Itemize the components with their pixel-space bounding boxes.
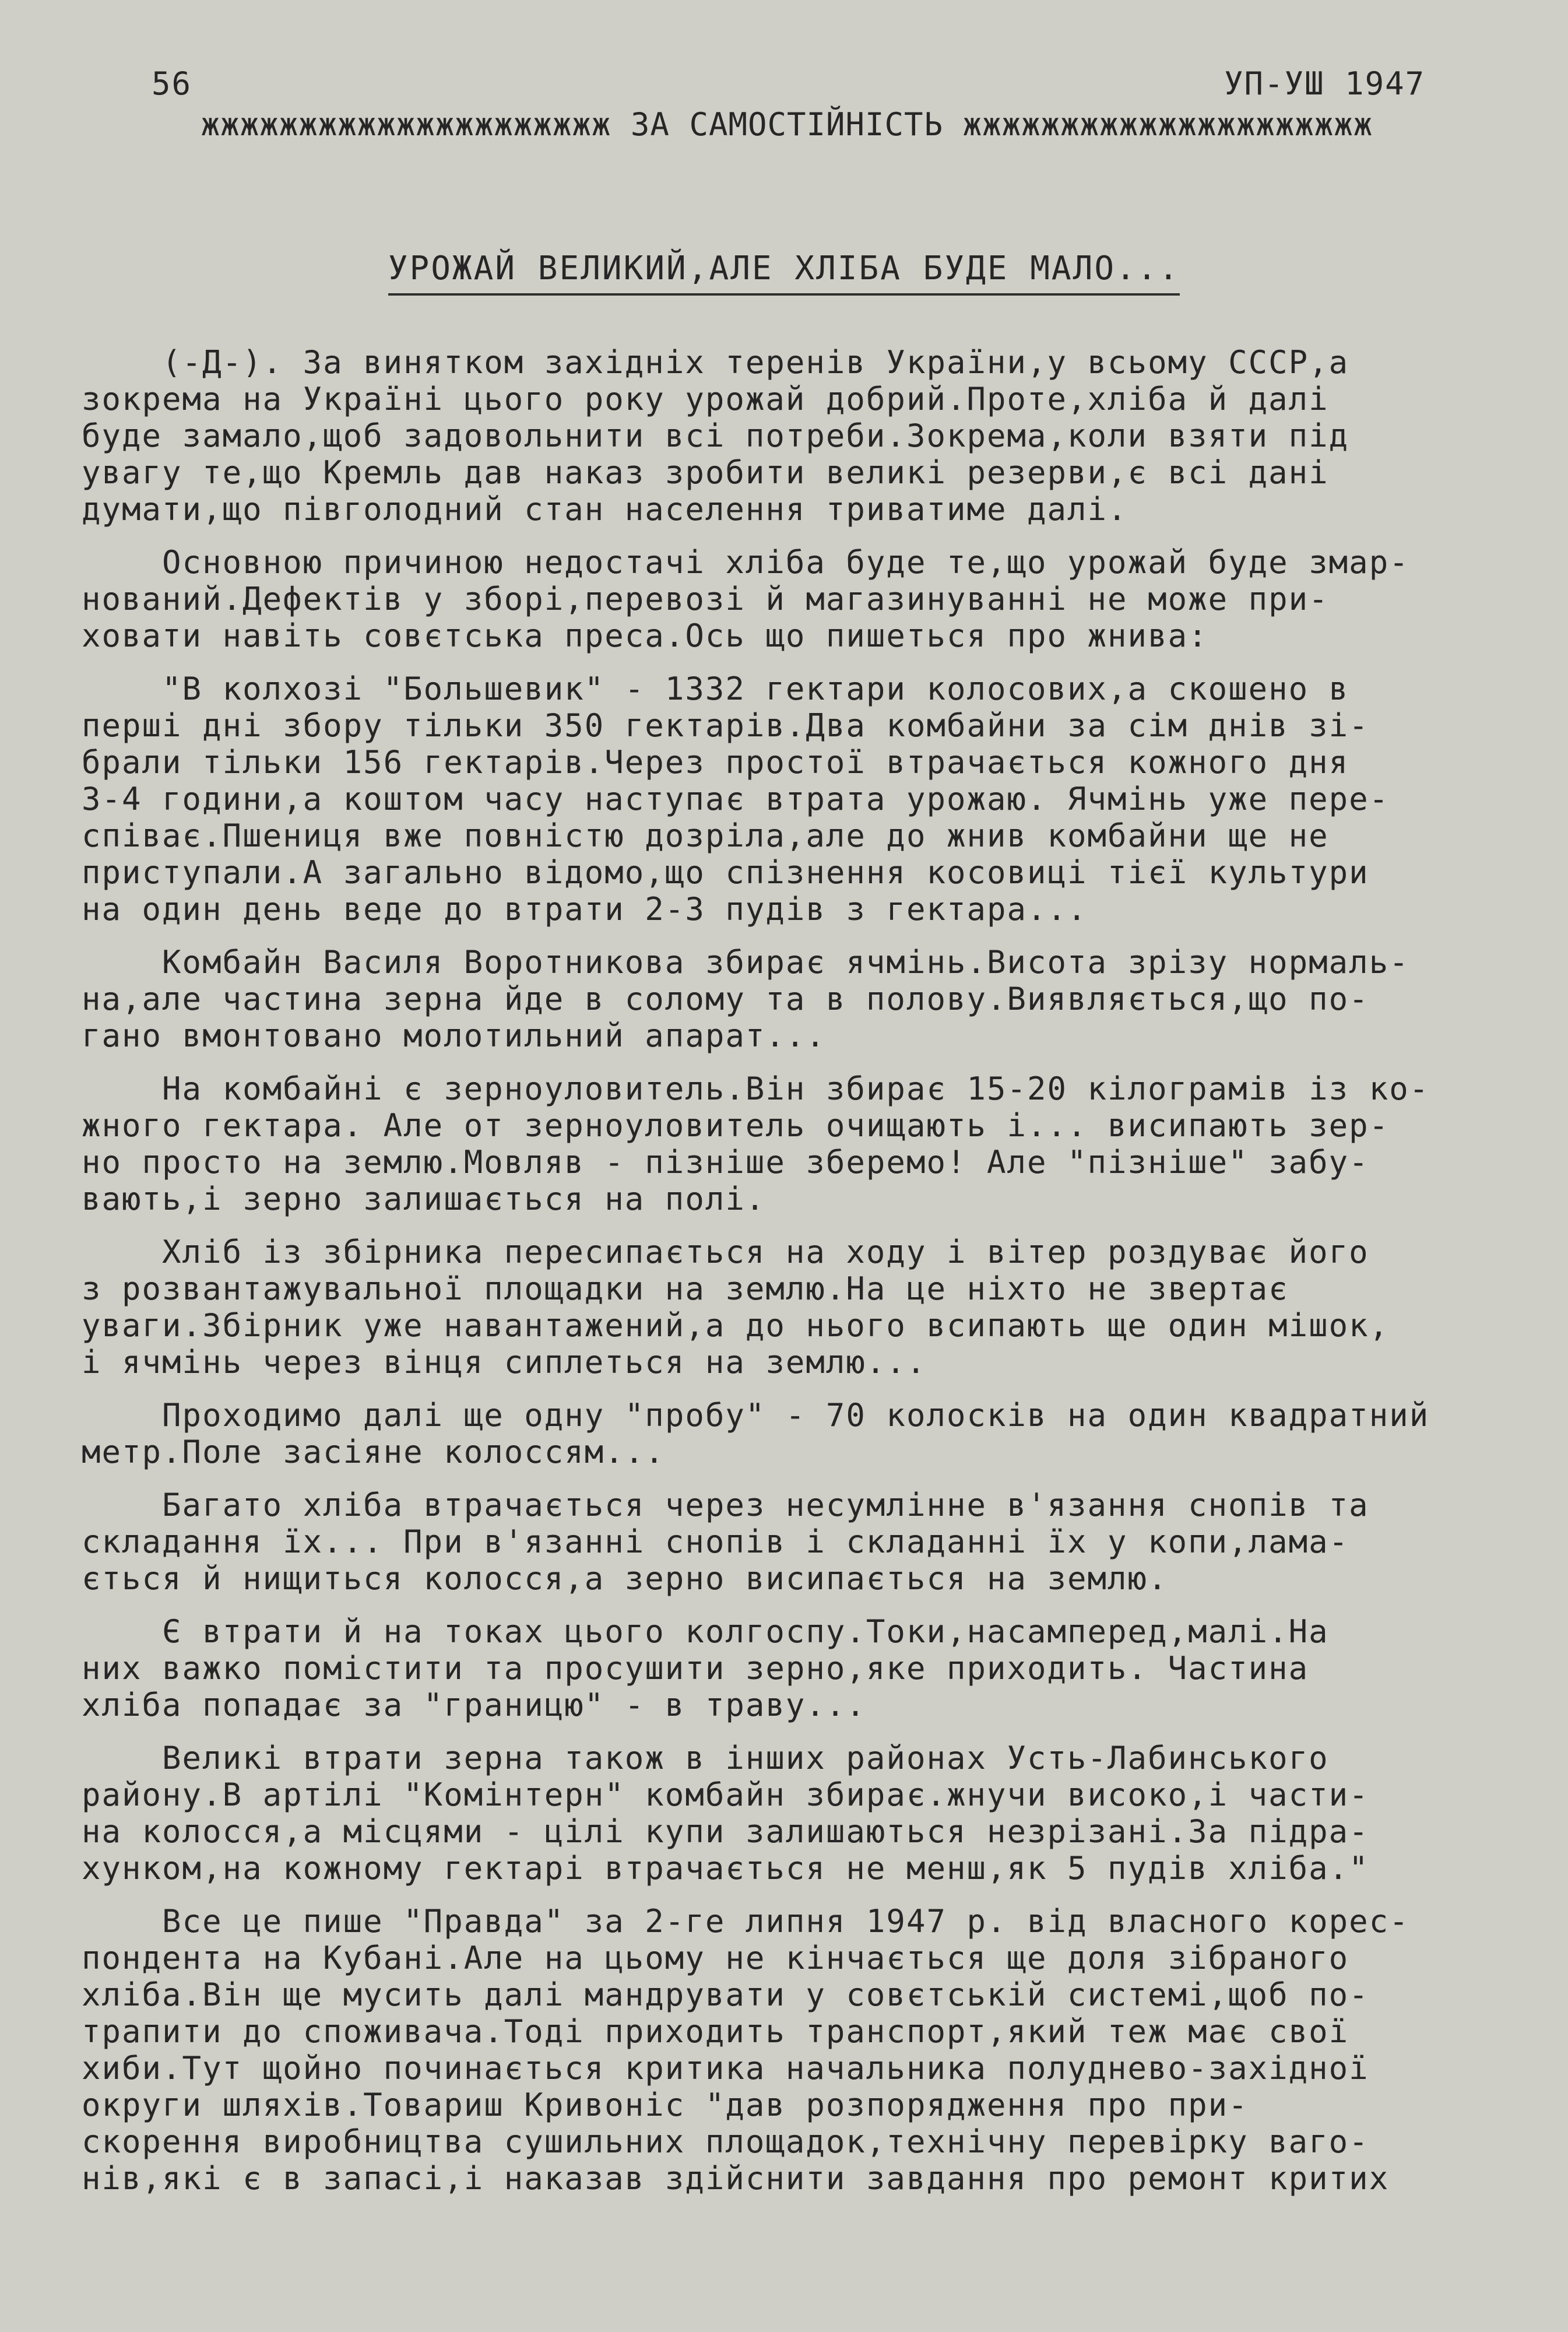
paragraph-11: Все це пише "Правда" за 2-ге липня 1947 р. від власного корес- пондента на Кубані.Але на цьому не кінчається ще доля зібраного хліба.Він ще мусить далі мандрувати у совєтській системі,щоб по- трапити до споживача.Тоді приходить транспорт,який теж має свої хиби.Тут щойно починається критика начальника полуднево-західної округи шляхів.Товариш Кривоніс "дав розпорядження про при- скорення виробництва сушильних площадок,технічну перевірку ваго- нів,які є в запасі,і наказав здійснити завдання про ремонт критих [82, 1903, 1409, 2197]
issue-date: УП-УШ 1947 [1224, 65, 1426, 102]
article-title-container [0, 250, 1568, 296]
paragraph-10: Великі втрати зерна також в інших районах Усть-Лабинського району.В артілі "Комінтерн" комбайн збирає.жнучи високо,і части- на колосся,а місцями - цілі купи залишаються незрізані.За підра- хунком,на кожному гектарі втрачається не менш,як 5 пудів хліба." [82, 1740, 1369, 1887]
paragraph-5: На комбайні є зерноуловитель.Він збирає 15-20 кілограмів із ко- жного гектара. Але от зерноуловитель очищають і... висипають зер- но просто на землю.Мовляв - пізніше зберемо! Але "пізніше" забу- вають,і зерно залишається на полі. [82, 1070, 1430, 1217]
paragraph-3: "В колхозі "Большевик" - 1332 гектари колосових,а скошено в перші дні збору тільки 350 гектарів.Два комбайни за сім днів зі- брали тільки 156 гектарів.Через простої втрачається кожного дня 3-4 години,а коштом часу наступає втрата урожаю. Ячмінь уже пере- співає.Пшениця вже повністю дозріла,але до жнив комбайни ще не приступали.А загально відомо,що спізнення косовиці тієї культури на один день веде до втрати 2-3 пудів з гектара... [82, 670, 1390, 928]
article-body [82, 344, 1504, 2213]
paragraph-1: (-Д-). За винятком західніх теренів України,у всьому СССР,а зокрема на Україні цього року урожай добрий.Проте,хліба й далі буде замало,щоб задовольнити всі потреби.Зокрема,коли взяти під увагу те,що Кремль дав наказ зробити великі резерви,є всі дані думати,що півголодний стан населення триватиме далі. [82, 344, 1349, 528]
paragraph-4: Комбайн Василя Воротникова збирає ячмінь.Висота зрізу нормаль- на,але частина зерна йде в солому та в полову.Виявляється,що по- гано вмонтовано молотильний апарат... [82, 944, 1409, 1054]
paragraph-8: Багато хліба втрачається через несумлінне в'язання снопів та складання їх... При в'язанні снопів і складанні їх у копи,лама- ється й нищиться колосся,а зерно висипається на землю. [82, 1487, 1369, 1597]
paragraph-9: Є втрати й на токах цього колгоспу.Токи,насамперед,малі.На них важко помістити та просушити зерно,яке приходить. Частина хліба попадає за "границю" - в траву... [82, 1613, 1329, 1723]
article-title: УРОЖАЙ ВЕЛИКИЙ,АЛЕ ХЛІБА БУДЕ МАЛО... [388, 250, 1180, 296]
running-head: жжжжжжжжжжжжжжжжжжжжж ЗА САМОСТІЙНІСТЬ жжжжжжжжжжжжжжжжжжжжж [201, 106, 1373, 143]
paragraph-7: Проходимо далі ще одну "пробу" - 70 колосків на один квадратний метр.Поле засіяне колоссям... [82, 1397, 1430, 1470]
paragraph-6: Хліб із збірника пересипається на ходу і вітер роздуває його з розвантажувальної площадки на землю.На це ніхто не звертає уваги.Збірник уже навантажений,а до нього всипають ще один мішок, і ячмінь через вінця сиплеться на землю... [82, 1234, 1390, 1381]
paragraph-2: Основною причиною недостачі хліба буде те,що урожай буде змар- нований.Дефектів у зборі,перевозі й магазинуванні не може при- ховати навіть совєтська преса.Ось що пишеться про жнива: [82, 544, 1409, 654]
page-number: 56 [152, 65, 192, 102]
